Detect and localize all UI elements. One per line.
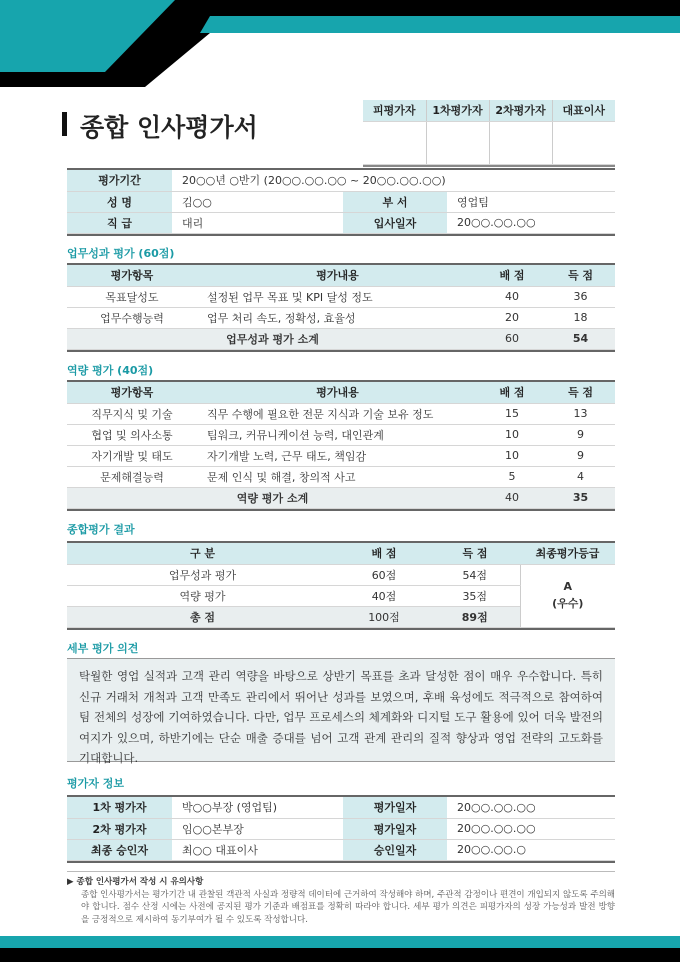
sign-box[interactable] bbox=[489, 121, 552, 164]
final-grade bbox=[520, 564, 615, 627]
col-header: 득 점 bbox=[546, 382, 615, 403]
cell: 문제 인식 및 해결, 창의적 사고 bbox=[197, 466, 478, 487]
footer-band bbox=[0, 948, 680, 962]
col-header: 평가내용 bbox=[197, 265, 478, 286]
col-header: 구 분 bbox=[67, 543, 338, 564]
subtotal-row bbox=[67, 328, 615, 349]
cell: 100점 bbox=[338, 606, 430, 627]
opinion-text: 탁월한 영업 실적과 고객 관리 역량을 바탕으로 상반기 목표를 초과 달성한 점이 매우 우수합니다. 특히 신규 거래처 개척과 고객 만족도 관리에서 뛰어난 성과를 보였으며, 후배 육성에도 적극적으로 참여하여 팀 전체의 성장에 기여하였습니다. 다만, 업무 프로세스의 체계화와 디지털 도구 활용에 있어 더욱 발전의 여지가 있으며, 하반기에는 단순 매출 증대를 넘어 고객 관계 관리의 질적 향상과 영업 전략의 고도화를 기대합니다. bbox=[67, 658, 615, 762]
cell: 13 bbox=[546, 403, 615, 424]
table-row bbox=[67, 403, 615, 424]
cell: 35 bbox=[546, 487, 615, 508]
col-header: 평가내용 bbox=[197, 382, 478, 403]
cell: 업무성과 평가 소계 bbox=[67, 328, 478, 349]
table-row bbox=[67, 797, 615, 818]
cell: 자기개발 노력, 근무 태도, 책임감 bbox=[197, 445, 478, 466]
period-value: 20○○년 ○반기 (20○○.○○.○○ ~ 20○○.○○.○○) bbox=[172, 170, 615, 191]
grade-desc: (우수) bbox=[552, 596, 584, 610]
label: 평가일자 bbox=[343, 818, 447, 839]
cell: 5 bbox=[478, 466, 546, 487]
sign-box[interactable] bbox=[552, 121, 615, 164]
title-bar bbox=[62, 112, 67, 136]
section-title: 업무성과 평가 (60점) bbox=[67, 247, 175, 260]
cell: 54 bbox=[546, 328, 615, 349]
col-header: 평가항목 bbox=[67, 382, 197, 403]
cell: 18 bbox=[546, 307, 615, 328]
cell: 15 bbox=[478, 403, 546, 424]
cell: 89점 bbox=[430, 606, 520, 627]
cell: 40점 bbox=[338, 585, 430, 606]
label: 평가일자 bbox=[343, 797, 447, 818]
table-row bbox=[67, 839, 615, 860]
cell: 20 bbox=[478, 307, 546, 328]
section-title: 종합평가 결과 bbox=[67, 523, 135, 536]
name-value: 김○○ bbox=[172, 191, 343, 212]
section-title: 역량 평가 (40점) bbox=[67, 364, 154, 377]
sign-box[interactable] bbox=[363, 121, 426, 164]
cell: 설정된 업무 목표 및 KPI 달성 정도 bbox=[197, 286, 478, 307]
col-header: 최종평가등급 bbox=[520, 543, 615, 564]
join-value: 20○○.○○.○○ bbox=[447, 212, 615, 233]
cell: 문제해결능력 bbox=[67, 466, 197, 487]
table-row bbox=[67, 424, 615, 445]
cell: 9 bbox=[546, 445, 615, 466]
table-row bbox=[67, 564, 615, 585]
cell: 60점 bbox=[338, 564, 430, 585]
section-title: 세부 평가 의견 bbox=[67, 642, 139, 655]
cell: 역량 평가 소계 bbox=[67, 487, 478, 508]
cell: 업무수행능력 bbox=[67, 307, 197, 328]
sign-table bbox=[363, 100, 615, 167]
col-header: 배 점 bbox=[478, 265, 546, 286]
table-row bbox=[67, 286, 615, 307]
table-row bbox=[67, 818, 615, 839]
sign-header: 대표이사 bbox=[552, 100, 615, 121]
label: 직 급 bbox=[67, 212, 172, 233]
cell: 업무 처리 속도, 정확성, 효율성 bbox=[197, 307, 478, 328]
cell: 직무지식 및 기술 bbox=[67, 403, 197, 424]
section-title: 평가자 정보 bbox=[67, 777, 124, 790]
notes-text: 종합 인사평가서는 평가기간 내 관찰된 객관적 사실과 정량적 데이터에 근거하여 작성해야 하며, 주관적 감정이나 편견이 개입되지 않도록 주의해야 합니다. 점수 산정 시에는 사전에 공지된 평가 기준과 배점표를 정확히 따라야 합니다. 세부 평가 의견은 피평가자의 성장 가능성과 발전 방향을 긍정적으로 제시하여 동기부여가 될 수 있도록 작성합니다. bbox=[81, 889, 615, 925]
col-header: 평가항목 bbox=[67, 265, 197, 286]
cell: 54점 bbox=[430, 564, 520, 585]
cell: 팀워크, 커뮤니케이션 능력, 대인관계 bbox=[197, 424, 478, 445]
cell: 20○○.○○.○○ bbox=[447, 818, 615, 839]
subtotal-row bbox=[67, 487, 615, 508]
result-table bbox=[67, 541, 615, 630]
cell: 자기개발 및 태도 bbox=[67, 445, 197, 466]
cell: 업무성과 평가 bbox=[67, 564, 338, 585]
page-title: 종합 인사평가서 bbox=[80, 113, 258, 142]
cell: 직무 수행에 필요한 전문 지식과 기술 보유 정도 bbox=[197, 403, 478, 424]
cell: 10 bbox=[478, 424, 546, 445]
col-header: 득 점 bbox=[546, 265, 615, 286]
label: 최종 승인자 bbox=[67, 839, 172, 860]
cell: 60 bbox=[478, 328, 546, 349]
label: 부 서 bbox=[343, 191, 447, 212]
cell: 총 점 bbox=[67, 606, 338, 627]
cell: 35점 bbox=[430, 585, 520, 606]
dept-value: 영업팀 bbox=[447, 191, 615, 212]
col-header: 득 점 bbox=[430, 543, 520, 564]
label: 성 명 bbox=[67, 191, 172, 212]
cell: 20○○.○○.○○ bbox=[447, 797, 615, 818]
table-row bbox=[67, 466, 615, 487]
grade: A bbox=[563, 580, 572, 593]
triangle-icon: ▶ bbox=[67, 877, 77, 887]
cell: 최○○ 대표이사 bbox=[172, 839, 343, 860]
cell: 임○○본부장 bbox=[172, 818, 343, 839]
footer-strip bbox=[0, 936, 680, 948]
cell: 목표달성도 bbox=[67, 286, 197, 307]
table-row bbox=[67, 445, 615, 466]
sign-header: 피평가자 bbox=[363, 100, 426, 121]
evaluator-table bbox=[67, 795, 615, 863]
notes bbox=[67, 871, 615, 926]
notes-title: 종합 인사평가서 작성 시 유의사항 bbox=[76, 877, 204, 887]
label: 평가기간 bbox=[67, 170, 172, 191]
cell: 20○○.○○.○ bbox=[447, 839, 615, 860]
cell: 36 bbox=[546, 286, 615, 307]
cell: 40 bbox=[478, 286, 546, 307]
label: 승인일자 bbox=[343, 839, 447, 860]
cell: 역량 평가 bbox=[67, 585, 338, 606]
sign-header: 1차평가자 bbox=[426, 100, 489, 121]
info-table bbox=[67, 168, 615, 236]
performance-table bbox=[67, 263, 615, 352]
rank-value: 대리 bbox=[172, 212, 343, 233]
label: 2차 평가자 bbox=[67, 818, 172, 839]
label: 입사일자 bbox=[343, 212, 447, 233]
sign-box[interactable] bbox=[426, 121, 489, 164]
cell: 4 bbox=[546, 466, 615, 487]
sign-header: 2차평가자 bbox=[489, 100, 552, 121]
competency-table bbox=[67, 380, 615, 511]
table-row bbox=[67, 307, 615, 328]
label: 1차 평가자 bbox=[67, 797, 172, 818]
cell: 협업 및 의사소통 bbox=[67, 424, 197, 445]
col-header: 배 점 bbox=[478, 382, 546, 403]
cell: 40 bbox=[478, 487, 546, 508]
cell: 박○○부장 (영업팀) bbox=[172, 797, 343, 818]
cell: 9 bbox=[546, 424, 615, 445]
cell: 10 bbox=[478, 445, 546, 466]
header-banner bbox=[0, 0, 680, 90]
col-header: 배 점 bbox=[338, 543, 430, 564]
